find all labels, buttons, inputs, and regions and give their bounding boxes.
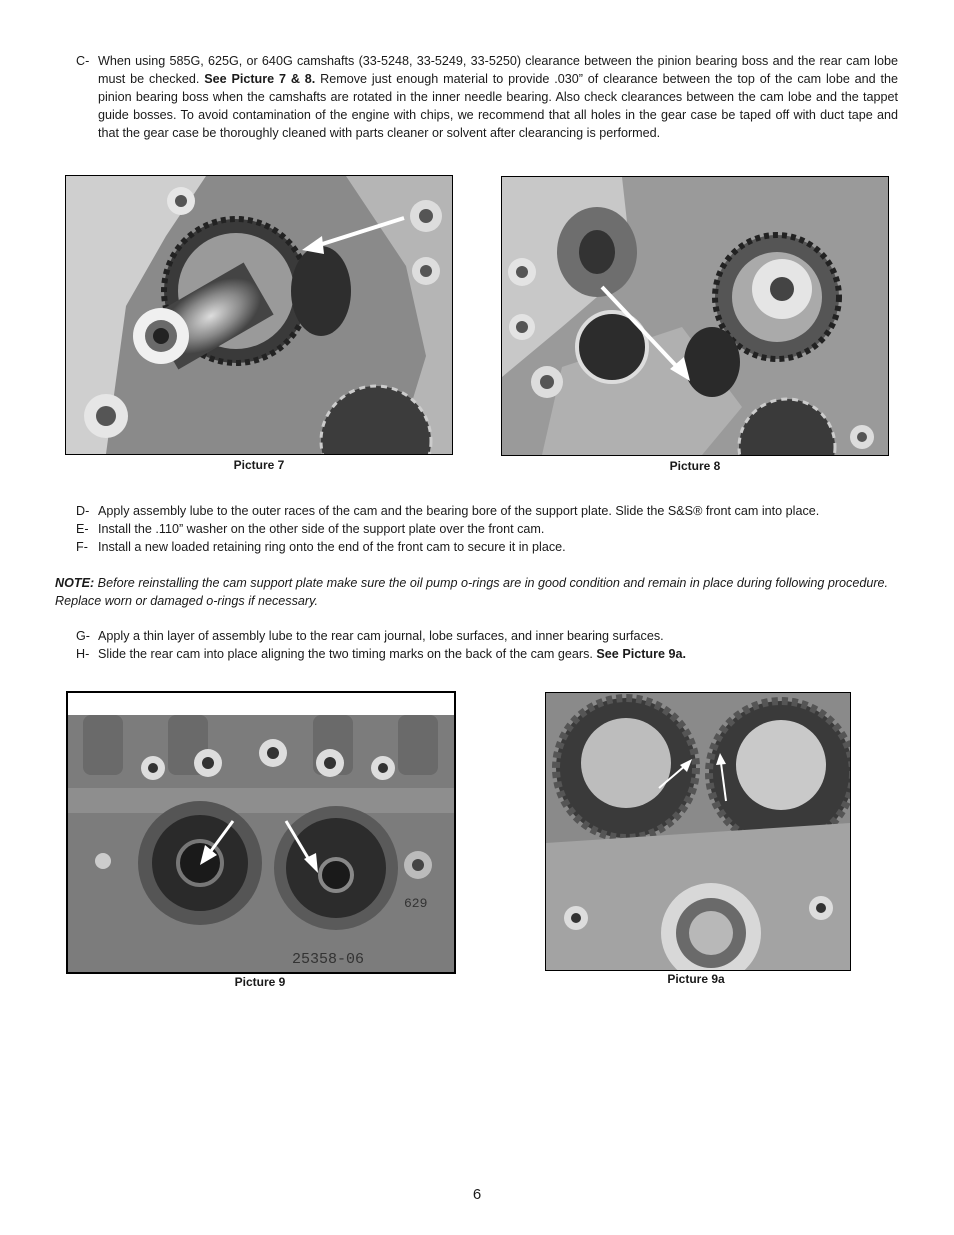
- note-text: Before reinstalling the cam support plate make sure the oil pump o-rings are in good condition and remain in place during following procedure. Replace worn or damaged o-rings if necessary.: [55, 576, 889, 608]
- step-text: Slide the rear cam into place aligning the two timing marks on the back of the cam gears. See Picture 9a.: [98, 647, 687, 661]
- step-h: [76, 645, 898, 663]
- step-letter: F-: [76, 540, 88, 554]
- step-text: When using 585G, 625G, or 640G camshafts (33-5248, 33-5249, 33-5250) clearance between the pinion bearing boss and the rear cam lobe must be checked. See Picture 7 & 8. Remove just enough material to provide .030” of clearance between the top of the cam lobe and the pinion bearing boss when the camshafts are rotated in the inner needle bearing. Also check clearances between the cam lobe and the tappet guide bosses. To avoid contamination of the engine with chips, we recommend that all holes in the gear case be taped off with duct tape and that the gear case be thoroughly cleaned with parts cleaner or solvent after clearancing is performed.: [98, 54, 899, 140]
- casting-mark: 629: [404, 896, 428, 911]
- step-f: [76, 538, 898, 556]
- note: [55, 574, 900, 610]
- step-text: Apply a thin layer of assembly lube to the rear cam journal, lobe surfaces, and inner bearing surfaces.: [98, 629, 664, 643]
- step-g: [76, 627, 898, 645]
- picture-7-photo: [65, 175, 453, 455]
- step-c: [76, 52, 898, 142]
- picture-8-photo: [501, 176, 889, 456]
- step-text: Install a new loaded retaining ring onto the end of the front cam to secure it in place.: [98, 540, 566, 554]
- note-label: NOTE:: [55, 576, 95, 590]
- step-text: Apply assembly lube to the outer races of the cam and the bearing bore of the support plate. Slide the S&S® front cam into place.: [98, 504, 820, 518]
- picture-reference: See Picture 9a.: [596, 647, 687, 661]
- step-letter: G-: [76, 629, 90, 643]
- picture-7-caption: Picture 7: [233, 458, 285, 472]
- step-letter: D-: [76, 504, 90, 518]
- picture-reference: See Picture 7 & 8.: [204, 72, 316, 86]
- step-d: [76, 502, 898, 520]
- picture-8-caption: Picture 8: [669, 459, 721, 473]
- page-number: 6: [472, 1186, 482, 1203]
- picture-9-photo: [66, 691, 456, 974]
- picture-9a-photo: [545, 692, 851, 971]
- picture-9a-caption: Picture 9a: [667, 972, 725, 986]
- step-letter: H-: [76, 647, 90, 661]
- step-letter: E-: [76, 522, 89, 536]
- step-text: Install the .110” washer on the other side of the support plate over the front cam.: [98, 522, 545, 536]
- step-letter: C-: [76, 54, 90, 68]
- step-e: [76, 520, 898, 538]
- casting-stamp: 25358-06: [292, 951, 365, 968]
- picture-9-caption: Picture 9: [234, 975, 286, 989]
